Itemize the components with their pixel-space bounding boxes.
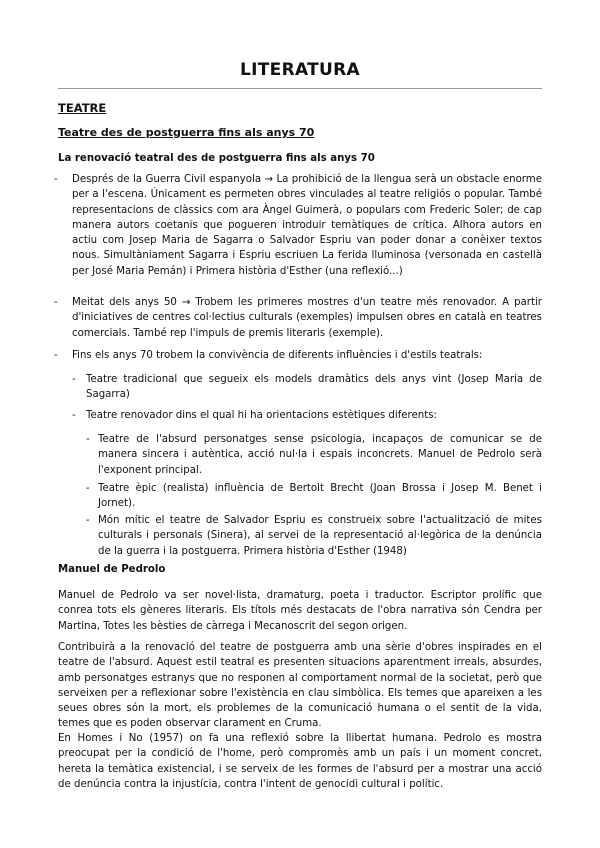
author-heading: Manuel de Pedrolo xyxy=(58,564,166,575)
bullet-dash: - xyxy=(86,483,90,494)
paragraph: Contribuirà a la renovació del teatre de postguerra amb una sèrie d'obres inspirades en el teatre de l'absurd. Aquest estil teatral es presenten situacions aparentment irreals, absurdes, amb personatges estranys que no responen al comportament normal de la societat, però que serveixen per a reflexionar sobre l'existència en clau simbòlica. Els temes que apareixen a les seues obres són la mort, els problemes de la comunicació humana o el sentit de la vida, temes que es poden observar clarament en Cruma. xyxy=(58,642,542,730)
page-title: LITERATURA xyxy=(240,60,360,80)
paragraph: Manuel de Pedrolo va ser novel·lista, dramaturg, poeta i traductor. Escriptor prolífic que conrea tots els gèneres literaris. Els títols més destacats de l'obra narrativa són Cendra per Martina, Totes les bèsties de càrrega i Mecanoscrit del segon origen. xyxy=(58,590,542,632)
list-item-text: Meitat dels anys 50 → Trobem les primeres mostres d'un teatre més renovador. A partir d'iniciatives de centres col·lectius culturals (exemples) impulsen obres en català en teatres comercials. També rep l'impuls de premis literaris (exemple). xyxy=(72,297,542,339)
bullet-dash: - xyxy=(86,434,90,445)
sub-sub-list-item-text: Teatre de l'absurd personatges sense psicologia, incapaços de comunicar se de manera sincera i autèntica, acció nul·la i espais inconcrets. Manuel de Pedrolo serà l'exponent principal. xyxy=(98,434,542,476)
section-heading: TEATRE xyxy=(58,101,107,115)
list-item-text: Després de la Guerra Civil espanyola → La prohibició de la llengua serà un obstacle enorme per a l'escena. Únicament es permeten obres vinculades al teatre religiós o popular. També representacions de clàssics com ara Àngel Guimerà, o populars com Frederic Soler; de cap manera autors coetanis que pogueren introduir temàtiques de crítica. Alhora autors en actiu com Josep Maria de Sagarra o Salvador Espriu van poder donar a conèixer textos nous. Simultàniament Sagarra i Espriu escriuen La ferida lluminosa (versonada en castellà per José Maria Pemán) i Primera història d'Esther (una reflexió...) xyxy=(72,174,542,277)
bullet-dash: - xyxy=(54,174,58,185)
sub-sub-list-item-text: Món mític el teatre de Salvador Espriu es construeix sobre l'actualització de mites culturals i personals (Sinera), al servei de la representació al·legòrica de la denúncia de la guerra i la postguerra. Primera història d'Esther (1948) xyxy=(98,515,542,557)
bullet-dash: - xyxy=(54,350,58,361)
bullet-dash: - xyxy=(86,515,90,526)
bullet-dash: - xyxy=(72,410,76,421)
bullet-dash: - xyxy=(72,374,76,385)
paragraph: En Homes i No (1957) on fa una reflexió sobre la llibertat humana. Pedrolo es mostra preocupat per la condició de l'home, però compromès amb un país i un moment concret, hereta la temàtica existencial, i se serveix de les formes de l'absurd per a mostrar una acció de denúncia contra la injustícia, contra l'intent de genocidi cultural i polític. xyxy=(58,733,542,790)
title-divider xyxy=(58,88,542,89)
list-item-text: Fins els anys 70 trobem la convivència de diferents influències i d'estils teatrals: xyxy=(72,350,483,361)
sub-list-item-text: Teatre renovador dins el qual hi ha orientacions estètiques diferents: xyxy=(86,410,437,421)
topic-heading: La renovació teatral des de postguerra fins als anys 70 xyxy=(58,153,375,164)
bullet-dash: - xyxy=(54,297,58,308)
sub-sub-list-item-text: Teatre èpic (realista) influència de Bertolt Brecht (Joan Brossa i Josep M. Benet i Jornet). xyxy=(98,483,542,510)
sub-list-item-text: Teatre tradicional que segueix els models dramàtics dels anys vint (Josep Maria de Sagarra) xyxy=(86,374,542,401)
subsection-heading: Teatre des de postguerra fins als anys 70 xyxy=(58,126,315,139)
